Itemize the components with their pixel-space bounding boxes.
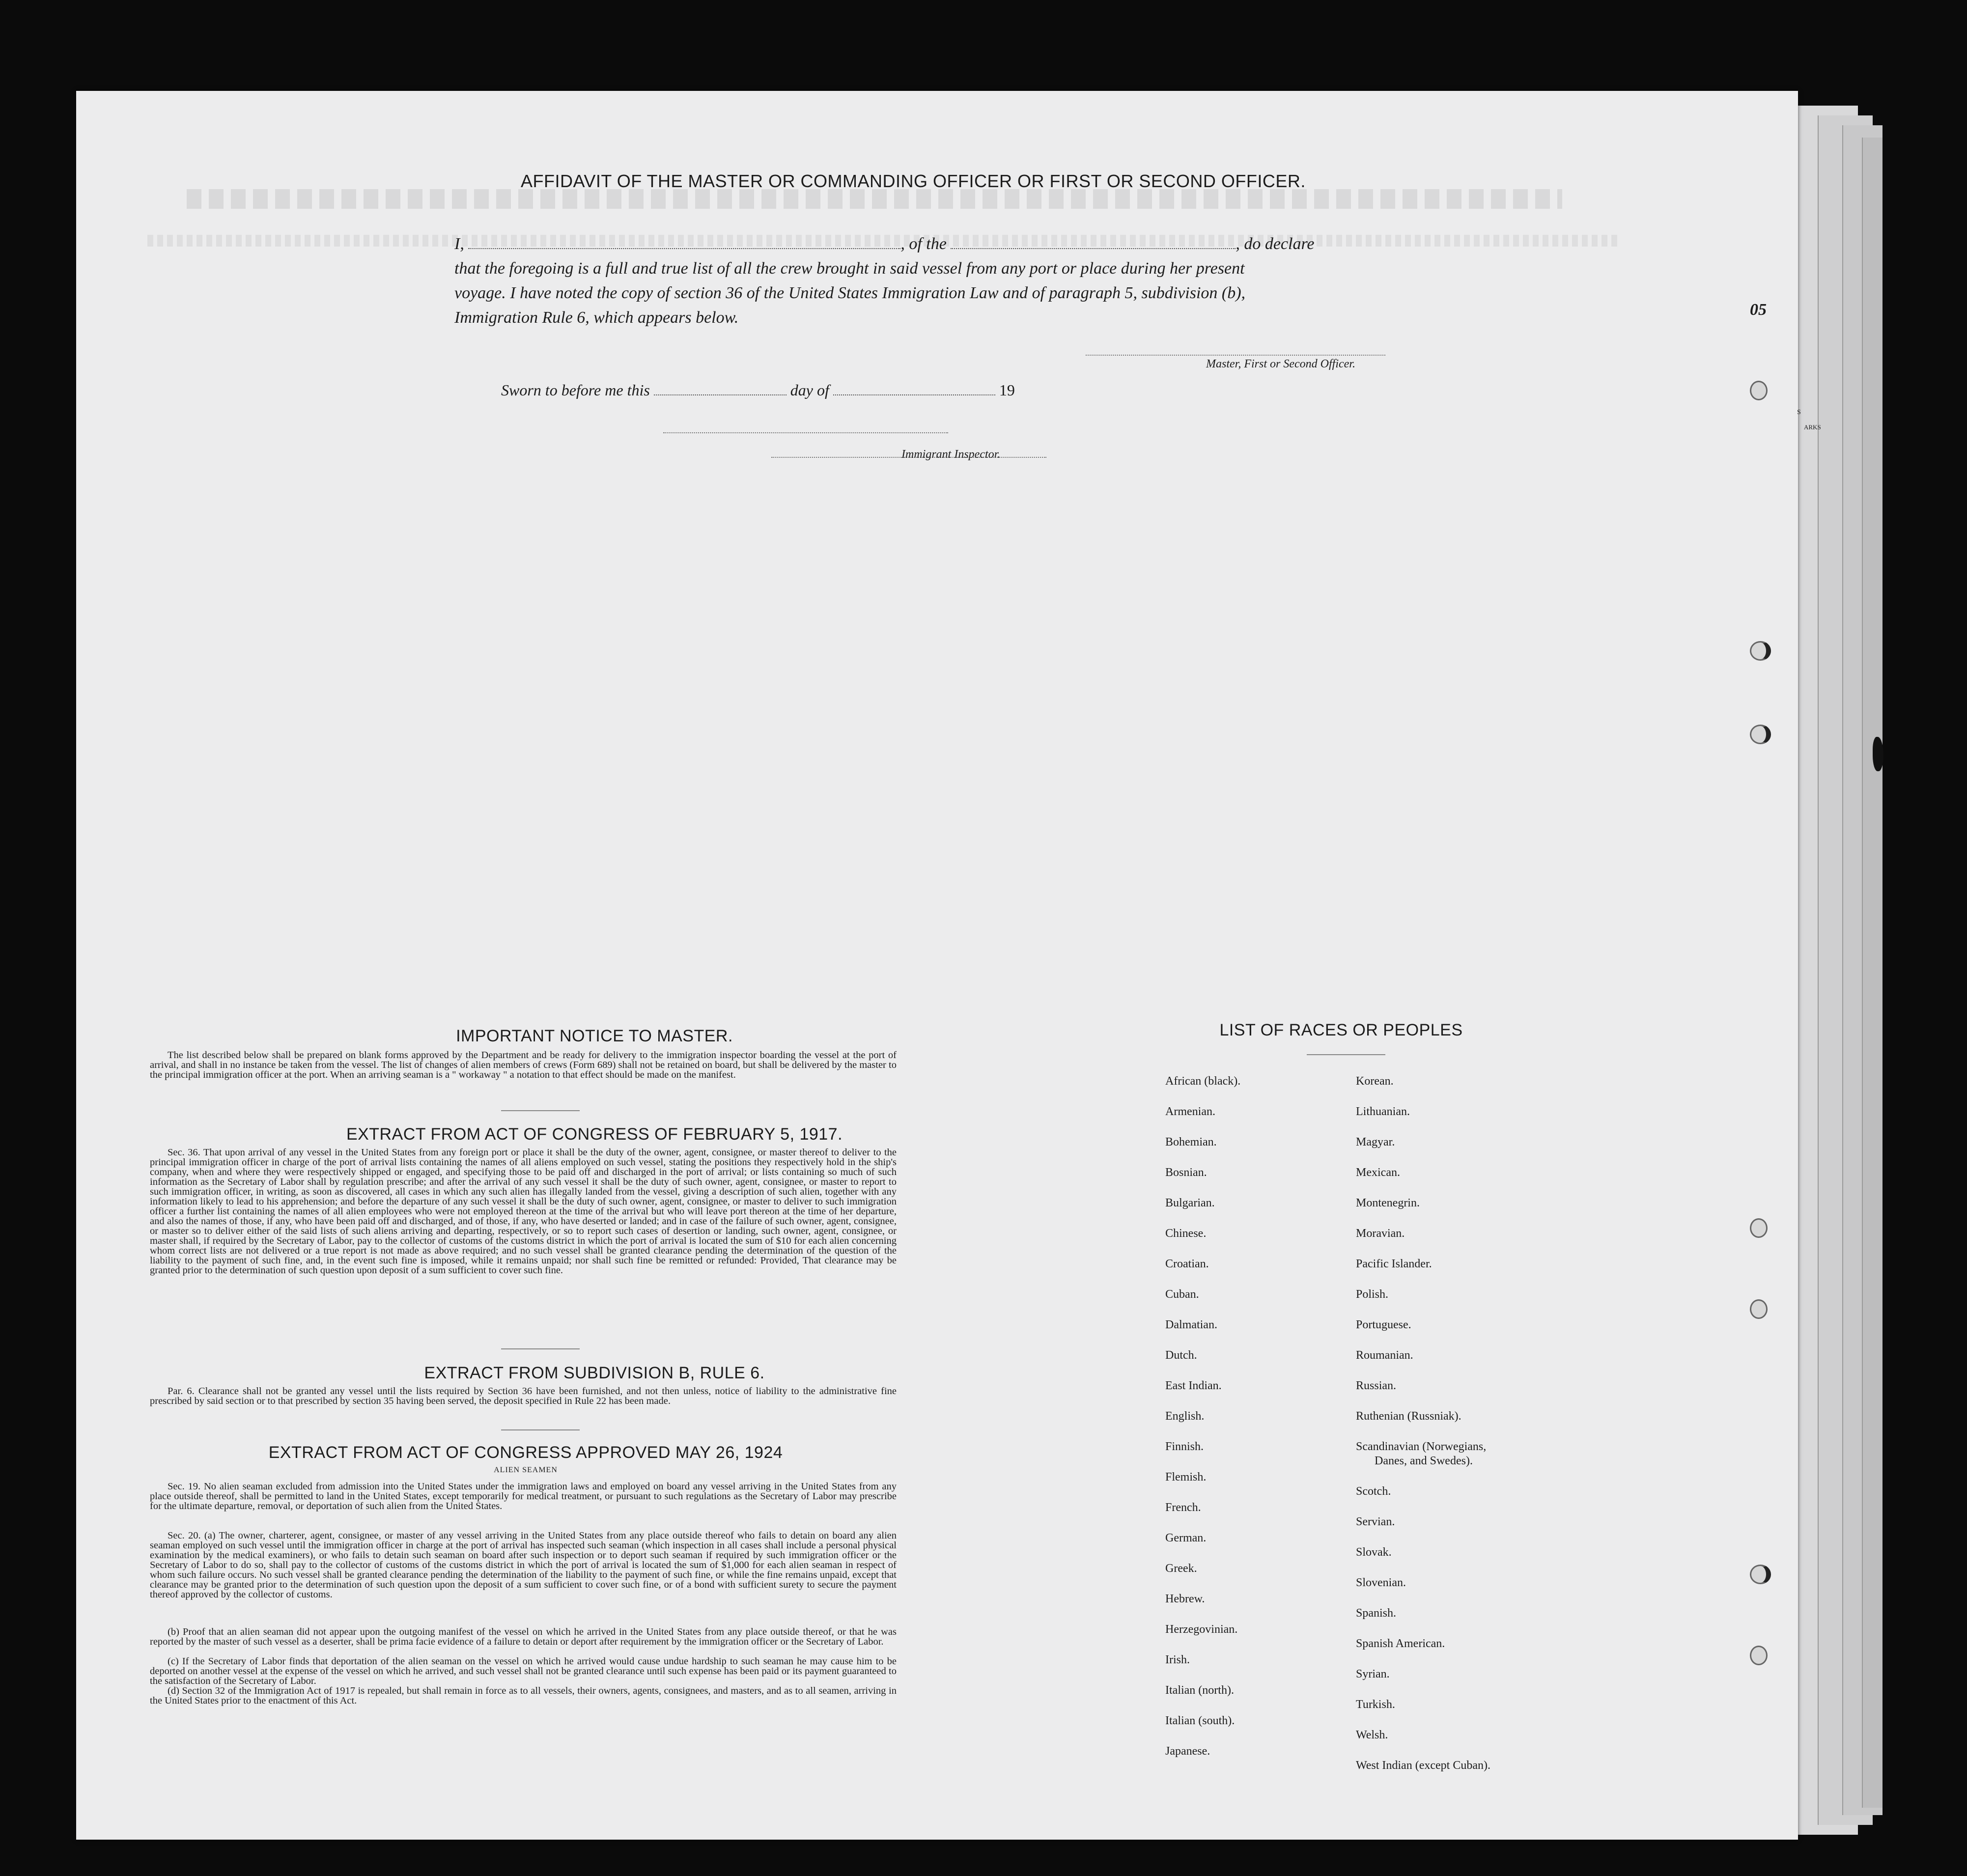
race-item: Portuguese. bbox=[1356, 1318, 1411, 1331]
race-item: East Indian. bbox=[1165, 1379, 1222, 1392]
race-item: Herzegovinian. bbox=[1165, 1623, 1238, 1636]
master-signature-label: Master, First or Second Officer. bbox=[1206, 358, 1355, 370]
sworn-label: Sworn to before me this bbox=[501, 381, 650, 399]
race-item: Hebrew. bbox=[1165, 1593, 1205, 1605]
race-item: Danes, and Swedes). bbox=[1375, 1455, 1473, 1467]
affidavit-line-2: that the foregoing is a full and true list of all the crew brought in said vessel from any port or place during her present bbox=[454, 259, 1245, 278]
race-item: Moravian. bbox=[1356, 1227, 1405, 1240]
affidavit-i-label: I, bbox=[454, 235, 464, 253]
race-item: Mexican. bbox=[1356, 1166, 1400, 1179]
race-item: Servian. bbox=[1356, 1515, 1395, 1528]
binder-hole bbox=[1750, 725, 1771, 744]
officer-name-blank[interactable] bbox=[468, 248, 900, 249]
back-page-edge bbox=[1862, 138, 1883, 1808]
race-item: Spanish American. bbox=[1356, 1637, 1445, 1650]
extract-1924-sec19: Sec. 19. No alien seaman excluded from admission into the United States under the immigration laws and employed on board any vessel arriving in the United States from any place outside thereof, shall be permitted to land in the United States, except temporarily for medical treatment, or pursuant to such regulations as the Secretary of Labor may prescribe for the ultimate departure, removal, or deportation of such alien from the United States. bbox=[150, 1481, 897, 1512]
race-item: Russian. bbox=[1356, 1379, 1397, 1392]
race-item: Flemish. bbox=[1165, 1471, 1207, 1484]
race-item: Italian (south). bbox=[1165, 1714, 1235, 1727]
race-item: Cuban. bbox=[1165, 1288, 1199, 1301]
binder-hole bbox=[1750, 381, 1768, 400]
divider bbox=[501, 1429, 580, 1430]
notice-title: IMPORTANT NOTICE TO MASTER. bbox=[456, 1027, 733, 1045]
divider bbox=[1307, 1054, 1385, 1055]
race-item: Dutch. bbox=[1165, 1349, 1197, 1362]
declare-label: , do declare bbox=[1236, 235, 1315, 253]
extract-1924-sec20a: Sec. 20. (a) The owner, charterer, agent, consignee, or master of any vessel arriving in the United States from any place outside thereof who fails to detain on board any alien seaman employed on such vessel until the immigration officer in charge at the port of arrival has inspected such seaman (which inspection in all cases shall include a personal physical examination by the medical examiners), or who fails to detain such seaman on board after such inspection or to deport such seaman if required by such immigration officer or the Secretary of Labor to do so, shall pay to the collector of customs of the customs district in which the port of arrival is located the sum of $1,000 for each alien seaman in respect of whom such failure occurs. No such vessel shall be granted clearance pending the determination of the liability to the payment of such fine, or while the fine remains unpaid, except that clearance may be granted prior to the determination of such question upon the deposit of a sum sufficient to cover such fine, or of a bond with sufficient surety to secure the payment thereof approved by the collector of customs. bbox=[150, 1530, 897, 1600]
races-title: LIST OF RACES OR PEOPLES bbox=[1219, 1021, 1463, 1039]
race-item: Magyar. bbox=[1356, 1136, 1395, 1148]
extract-1917-text: Sec. 36. That upon arrival of any vessel in the United States from any foreign port or place it shall be the duty of the owner, agent, consignee, or master thereof to deliver to the principal immigration officer in charge of the port of arrival lists containing the names of all aliens employed on such vessel, stating the positions they respectively hold in the ship's company, when and where they were respectively shipped or engaged, and specifying those to be paid off and discharged in the port of arrival; or lists containing so much of such information as the Secretary of Labor shall by regulation prescribe; and after the arrival of any such vessel it shall be the duty of such owner, agent, consignee, or master to report to such immigration officer, in writing, as soon as discovered, all cases in which any such alien has illegally landed from the vessel, giving a description of such alien, together with any information likely to lead to his apprehension; and before the departure of any such vessel it shall be the duty of such owner, agent, consignee, or master to deliver to such immigration officer a further list containing the names of all alien employees who were not employed thereon at the time of the arrival but who will leave port thereon at the time of her departure, and also the names of those, if any, who have been paid off and discharged, and of those, if any, who have deserted or landed; and in case of the failure of such owner, agent, consignee, or master so to deliver either of the said lists of such aliens arriving and departing, respectively, or so to report such cases of desertion or landing, such owner, agent, consignee, or master shall, if required by the Secretary of Labor, pay to the collector of customs of the customs district in which the port of arrival is located the sum of $10 for each alien concerning whom correct lists are not delivered or a true report is not made as above required; and no such vessel shall be granted clearance pending the determination of the question of the liability to the payment of such fine, and, in the event such fine is imposed, while it remains unpaid; nor shall such fine be remitted or refunded: Provided, That clearance may be granted prior to the determination of such question upon deposit of a sum sufficient to cover such fine. bbox=[150, 1147, 897, 1276]
race-item: Lithuanian. bbox=[1356, 1105, 1410, 1118]
race-item: Dalmatian. bbox=[1165, 1318, 1217, 1331]
master-signature-line[interactable] bbox=[1086, 355, 1385, 356]
race-item: Spanish. bbox=[1356, 1607, 1397, 1620]
race-item: Turkish. bbox=[1356, 1698, 1395, 1711]
race-item: Scandinavian (Norwegians, bbox=[1356, 1440, 1487, 1453]
inspector-signature-line[interactable] bbox=[663, 432, 948, 433]
race-item: Finnish. bbox=[1165, 1440, 1204, 1453]
binder-hole bbox=[1750, 641, 1771, 661]
race-item: Montenegrin. bbox=[1356, 1197, 1420, 1209]
race-item: Polish. bbox=[1356, 1288, 1389, 1301]
margin-fragment: S bbox=[1797, 409, 1801, 416]
race-item: Ruthenian (Russniak). bbox=[1356, 1410, 1461, 1423]
race-item: Croatian. bbox=[1165, 1258, 1209, 1270]
year-label: 19 bbox=[999, 381, 1015, 399]
binder-hole bbox=[1750, 1646, 1768, 1665]
race-item: Roumanian. bbox=[1356, 1349, 1413, 1362]
affidavit-line-3: voyage. I have noted the copy of section 36 of the United States Immigration Law and of paragraph 5, subdivision (b), bbox=[454, 284, 1246, 302]
race-item: Bulgarian. bbox=[1165, 1197, 1215, 1209]
affidavit-line-1 bbox=[454, 235, 1427, 253]
race-item: West Indian (except Cuban). bbox=[1356, 1759, 1490, 1772]
of-the-label: , of the bbox=[900, 235, 947, 253]
affidavit-title: AFFIDAVIT OF THE MASTER OR COMMANDING OFFICER OR FIRST OR SECOND OFFICER. bbox=[521, 171, 1306, 191]
race-item: Slovak. bbox=[1356, 1546, 1392, 1559]
extract-rule6-title: EXTRACT FROM SUBDIVISION B, RULE 6. bbox=[424, 1364, 765, 1382]
notice-text: The list described below shall be prepared on blank forms approved by the Department and be ready for delivery to the immigration inspector boarding the vessel at the port of arrival, and shall in no instance be taken from the vessel. The list of changes of alien members of crews (Form 689) shall not be retained on board, but shall be delivered by the master to the principal immigration officer at the port. When an arriving seaman is a " workaway " a notation to that effect should be made on the manifest. bbox=[150, 1050, 897, 1080]
race-item: English. bbox=[1165, 1410, 1205, 1423]
divider bbox=[501, 1348, 580, 1349]
affidavit-line-4: Immigration Rule 6, which appears below. bbox=[454, 308, 739, 327]
race-item: Syrian. bbox=[1356, 1668, 1390, 1680]
vessel-name-blank[interactable] bbox=[951, 248, 1236, 249]
race-item: German. bbox=[1165, 1532, 1207, 1544]
race-item: Bosnian. bbox=[1165, 1166, 1207, 1179]
extract-1924-sec20d: (d) Section 32 of the Immigration Act of 1917 is repealed, but shall remain in force as to all vessels, their owners, agents, consignees, and masters, and as to all seamen, arriving in the United States prior to the enactment of this Act. bbox=[150, 1685, 897, 1706]
binder-hole bbox=[1750, 1218, 1768, 1238]
race-item: Pacific Islander. bbox=[1356, 1258, 1432, 1270]
extract-rule6-text: Par. 6. Clearance shall not be granted any vessel until the lists required by Section 36 have been furnished, and not then unless, notice of liability to the administrative fine prescribed by said section or to that prescribed by section 35 having been served, the deposit specified in Rule 22 has been made. bbox=[150, 1386, 897, 1406]
margin-fragment: ARKS bbox=[1804, 423, 1821, 431]
inspector-label: Immigrant Inspector. bbox=[901, 448, 1001, 461]
race-item: Welsh. bbox=[1356, 1729, 1388, 1741]
race-item: Italian (north). bbox=[1165, 1684, 1234, 1697]
sworn-day-blank[interactable] bbox=[654, 394, 787, 395]
race-item: Scotch. bbox=[1356, 1485, 1391, 1498]
day-of-label: day of bbox=[790, 381, 829, 399]
race-item: Slovenian. bbox=[1356, 1576, 1406, 1589]
binder-hole bbox=[1750, 1299, 1768, 1319]
extract-1924-sec20c: (c) If the Secretary of Labor finds that deportation of the alien seaman on the vessel on which he arrived would cause undue hardship to such seaman he may cause him to be deported on another vessel at the expense of the vessel on which he arrived, and such vessel shall not be granted clearance until such expense has been paid or its payment guaranteed to the satisfaction of the Secretary of Labor. bbox=[150, 1656, 897, 1686]
race-item: Greek. bbox=[1165, 1562, 1197, 1575]
binder-hole bbox=[1750, 1565, 1771, 1584]
extract-1924-title: EXTRACT FROM ACT OF CONGRESS APPROVED MAY 26, 1924 bbox=[268, 1443, 783, 1462]
bleed-through-title bbox=[187, 189, 1562, 209]
extract-1924-sec20b: (b) Proof that an alien seaman did not appear upon the outgoing manifest of the vessel on which he arrived in the United States from any place outside thereof, or that he was reported by the master of such vessel as a deserter, shall be prima facie evidence of a failure to detain or deport after requirement by the immigration officer or the Secretary of Labor. bbox=[150, 1626, 897, 1647]
race-item: African (black). bbox=[1165, 1075, 1241, 1088]
race-item: Chinese. bbox=[1165, 1227, 1207, 1240]
margin-number: 05 bbox=[1750, 301, 1767, 319]
race-item: Korean. bbox=[1356, 1075, 1394, 1088]
extract-1917-title: EXTRACT FROM ACT OF CONGRESS OF FEBRUARY 5, 1917. bbox=[346, 1125, 843, 1144]
sworn-line bbox=[501, 381, 1015, 399]
divider bbox=[501, 1110, 580, 1111]
race-item: Bohemian. bbox=[1165, 1136, 1217, 1148]
race-item: Armenian. bbox=[1165, 1105, 1215, 1118]
race-item: French. bbox=[1165, 1501, 1201, 1514]
sworn-month-blank[interactable] bbox=[833, 394, 995, 395]
extract-1924-subtitle: ALIEN SEAMEN bbox=[494, 1466, 558, 1474]
race-item: Irish. bbox=[1165, 1653, 1190, 1666]
race-item: Japanese. bbox=[1165, 1745, 1210, 1758]
